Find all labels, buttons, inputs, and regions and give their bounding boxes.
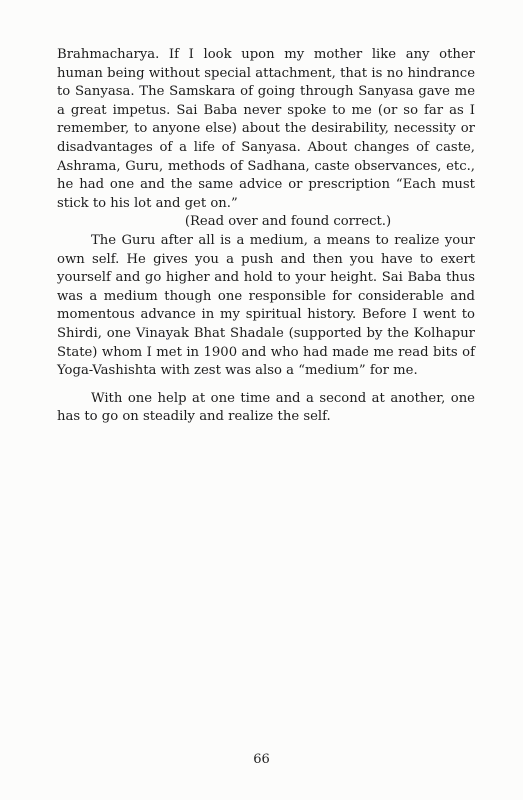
paragraph-guru-medium: The Guru after all is a medium, a means to realize your own self. He gives you a push and then you have to exert yourself and go higher and hold to your height. Sai Baba thus was a medium though one responsible for considerable and momentous advance in my spiritual history. Before I went to Shirdi, one Vinayak Bhat Shadale (supported by the Kolhapur State) whom I met in 1900 and who had made me read bits of Yoga-Vashishta with zest was also a “medium” for me. [57,232,475,379]
body-text [57,46,475,427]
verification-note: (Read over and found correct.) [184,214,392,230]
page-number: 66 [253,752,270,767]
paragraph-brahmacharya: Brahmacharya. If I look upon my mother like any other human being without special attachment, that is no hindrance to Sanyasa. The Samskara of going through Sanyasa gave me a great impetus. Sai Baba never spoke to me (or so far as I remember, to anyone else) about the desirability, necessity or disadvantages of a life of Sanyasa. About changes of caste, Ashrama, Guru, methods of Sadhana, caste observances, etc., he had one and the same advice or prescription “Each must stick to his lot and get on.” [57,47,475,211]
paragraph-realize-self: With one help at one time and a second at another, one has to go on steadily and realize the self. [57,390,475,425]
